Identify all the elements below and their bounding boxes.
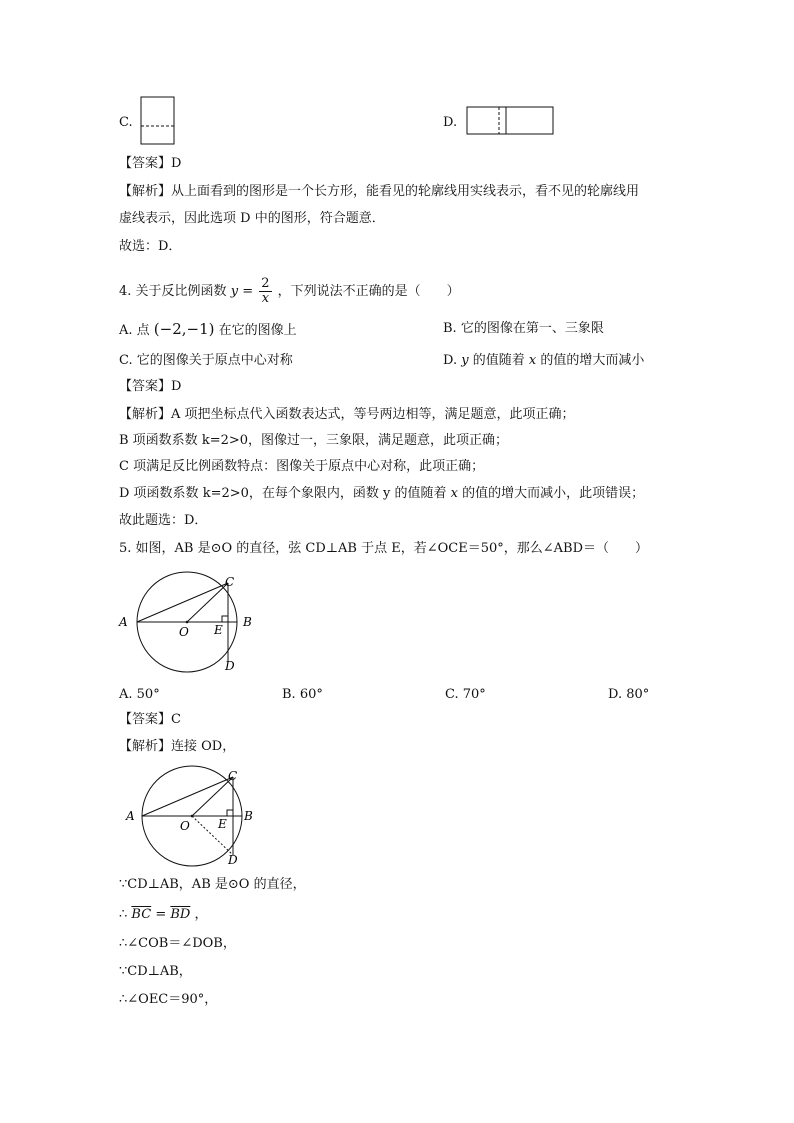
segment-od-dashed	[192, 816, 233, 855]
q4-analysis-d-x: x	[450, 486, 458, 501]
label-c: C	[225, 575, 235, 589]
label-d: D	[225, 659, 235, 673]
right-angle-mark-2	[227, 810, 233, 816]
q4-eq: =	[242, 284, 254, 299]
q4-fraction	[259, 277, 271, 306]
q4-analysis-d	[119, 485, 644, 503]
q5-option-c: C. 70°	[445, 687, 486, 702]
label-e-2: E	[218, 817, 227, 831]
q5-step2	[119, 906, 208, 924]
label-a: A	[119, 615, 128, 629]
q5-solution-figure	[122, 764, 272, 870]
q4-option-a-post: 在它的图像上	[218, 323, 297, 338]
q5-arc-bd: $\overline{BD}$	[170, 907, 191, 922]
q3-option-c-figure	[140, 96, 176, 146]
q4-option-b: B. 它的图像在第一、三象限	[443, 321, 604, 336]
q5-step2-pre: ∴	[119, 907, 128, 922]
q5-figure	[117, 570, 267, 675]
q5-analysis: 【解析】连接 OD，	[119, 739, 236, 754]
q4-conclusion: 故此题选：D．	[119, 513, 208, 528]
q5-stem: 5. 如图，AB 是⊙O 的直径，弦 CD⊥AB 于点 E，若∠OCE＝50°，那么∠ABD＝（ ）	[119, 541, 649, 556]
q4-option-d	[443, 352, 644, 370]
q4-analysis-c: C 项满足反比例函数特点：图像关于原点中心对称，此项正确；	[119, 459, 485, 474]
q4-option-a	[119, 320, 297, 340]
q4-stem-post: ，下列说法不正确的是（ ）	[277, 284, 460, 299]
q3-option-c-label: C.	[119, 115, 133, 130]
label-d-2: D	[228, 853, 238, 867]
q4-option-d-pre: D.	[443, 353, 458, 368]
q5-option-b: B. 60°	[282, 687, 323, 702]
q3-analysis-line2: 虚线表示，因此选项 D 中的图形，符合题意．	[119, 211, 385, 226]
q5-option-a: A. 50°	[119, 687, 160, 702]
q3-option-d-label: D.	[443, 115, 458, 130]
q4-analysis-d-pre: D 项函数系数 k=2>0，在每个象限内，函数 y 的值随着	[119, 486, 447, 501]
c-rect	[141, 97, 174, 144]
q4-stem	[119, 277, 460, 306]
q5-answer: 【答案】C	[119, 712, 181, 727]
d-rect	[467, 107, 553, 134]
q5-arc-bc: $\overline{BC}$	[131, 907, 152, 922]
center-dot	[186, 621, 189, 624]
q3-analysis-line1: 【解析】从上面看到的图形是一个长方形，能看见的轮廓线用实线表示，看不见的轮廓线用	[119, 184, 640, 199]
q3-answer: 【答案】D	[119, 156, 182, 171]
q5-step2-post: ，	[194, 907, 208, 922]
label-b: B	[243, 615, 252, 629]
q5-step4: ∵CD⊥AB，	[119, 964, 192, 979]
label-a-2: A	[126, 809, 135, 823]
q4-option-d-mid: 的值随着	[472, 353, 525, 368]
q4-y: y	[230, 284, 239, 299]
q4-option-d-x: x	[528, 353, 537, 368]
right-angle-mark	[222, 616, 228, 622]
chord-ac-2	[142, 777, 233, 816]
q5-step2-eq: =	[155, 907, 167, 922]
label-o: O	[179, 625, 189, 639]
q4-answer: 【答案】D	[119, 379, 182, 394]
q5-step5: ∴∠OEC＝90°，	[119, 992, 218, 1007]
label-c-2: C	[228, 769, 238, 783]
label-o-2: O	[180, 819, 190, 833]
center-dot-2	[191, 815, 194, 818]
q4-analysis-a: 【解析】A 项把坐标点代入函数表达式，等号两边相等，满足题意，此项正确；	[119, 407, 575, 422]
q4-option-c: C. 它的图像关于原点中心对称	[119, 353, 293, 368]
q4-option-d-post: 的值的增大而减小	[540, 353, 645, 368]
q3-conclusion: 故选：D．	[119, 239, 182, 254]
q4-numerator: 2	[261, 276, 270, 291]
q4-option-a-pre: A. 点	[119, 323, 150, 338]
q4-option-d-y: y	[461, 353, 469, 368]
label-e: E	[214, 623, 223, 637]
label-b-2: B	[244, 809, 253, 823]
q5-step3: ∴∠COB＝∠DOB，	[119, 936, 236, 951]
chord-ac	[137, 583, 228, 622]
q4-stem-pre: 4. 关于反比例函数	[119, 284, 227, 299]
q4-analysis-b: B 项函数系数 k=2>0，图像过一，三象限，满足题意，此项正确；	[119, 433, 509, 448]
q3-option-d-figure	[466, 106, 556, 136]
q5-step1: ∵CD⊥AB，AB 是⊙O 的直径，	[119, 877, 306, 892]
q4-option-a-point: (−2,−1)	[153, 320, 215, 338]
q5-option-d: D. 80°	[608, 687, 650, 702]
q4-analysis-d-post: 的值的增大而减小，此项错误；	[462, 486, 645, 501]
q4-denominator: x	[261, 291, 270, 306]
